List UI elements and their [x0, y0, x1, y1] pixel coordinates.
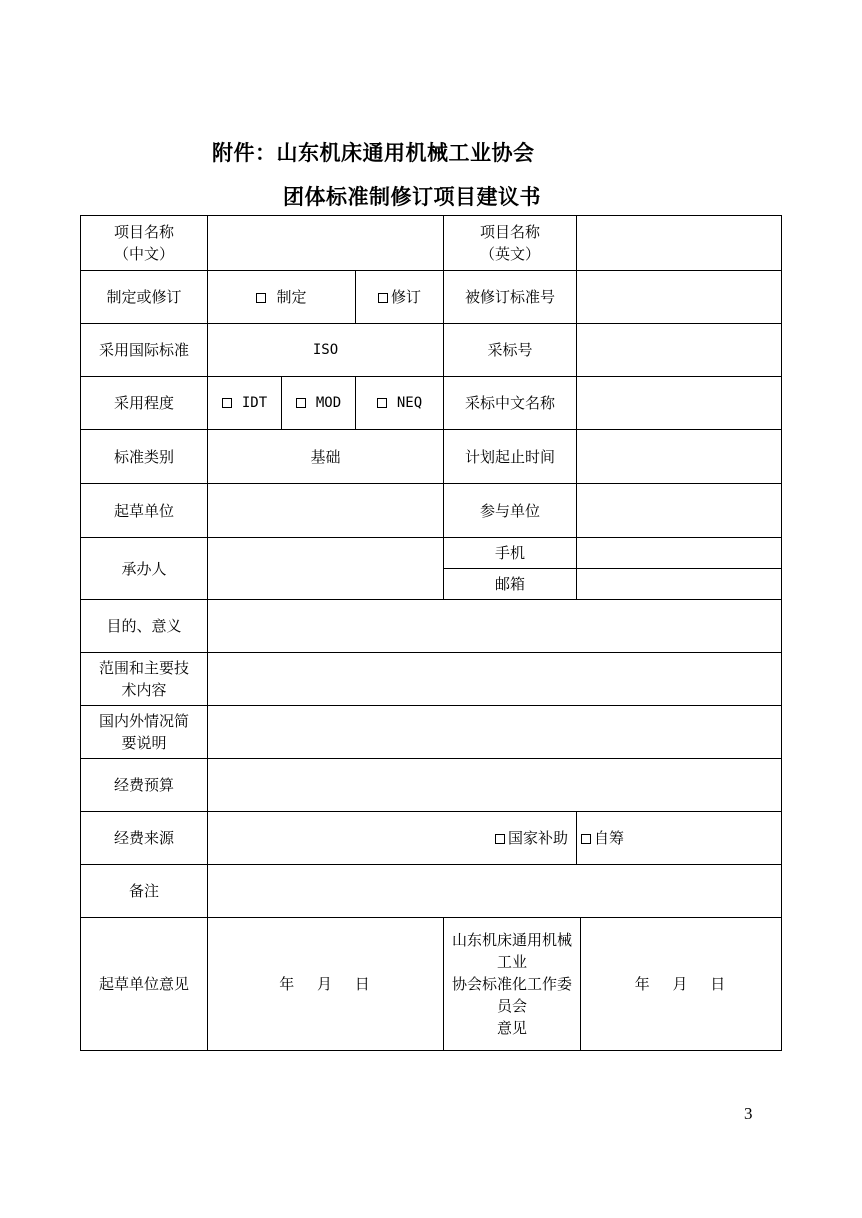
option-state-subsidy[interactable]: 国家补助 — [208, 812, 577, 865]
label-make-or-revise: 制定或修订 — [81, 271, 208, 324]
label-adoption-code: 采标号 — [444, 324, 577, 377]
field-email[interactable] — [577, 569, 782, 600]
row-standard-category — [81, 430, 782, 484]
row-drafting-unit — [81, 484, 782, 538]
field-committee-opinion-date[interactable]: 年 月 日 — [581, 918, 782, 1051]
row-handler-phone — [81, 538, 782, 569]
proposal-form-table — [80, 215, 782, 1051]
checkbox-icon[interactable] — [495, 834, 505, 844]
label-purpose: 目的、意义 — [81, 600, 208, 653]
option-revise[interactable]: 修订 — [356, 271, 444, 324]
field-scope[interactable] — [208, 653, 782, 706]
row-international-standard — [81, 324, 782, 377]
checkbox-icon[interactable] — [256, 293, 266, 303]
label-mobile: 手机 — [444, 538, 577, 569]
checkbox-icon[interactable] — [296, 398, 306, 408]
option-make[interactable]: 制定 — [208, 271, 356, 324]
label-international-standard: 采用国际标准 — [81, 324, 208, 377]
label-adoption-cn-name: 采标中文名称 — [444, 377, 577, 430]
label-email: 邮箱 — [444, 569, 577, 600]
label-committee-opinion: 山东机床通用机械工业 协会标准化工作委员会 意见 — [444, 918, 581, 1051]
label-situation: 国内外情况简 要说明 — [81, 706, 208, 759]
field-international-standard[interactable]: ISO — [208, 324, 444, 377]
label-drafting-unit: 起草单位 — [81, 484, 208, 538]
checkbox-icon[interactable] — [378, 293, 388, 303]
row-situation — [81, 706, 782, 759]
label-revised-standard-no: 被修订标准号 — [444, 271, 577, 324]
field-remarks[interactable] — [208, 865, 782, 918]
label-project-name-cn: 项目名称 （中文） — [81, 216, 208, 271]
row-scope — [81, 653, 782, 706]
label-plan-period: 计划起止时间 — [444, 430, 577, 484]
page-number: 3 — [744, 1104, 753, 1123]
label-participating-unit: 参与单位 — [444, 484, 577, 538]
row-purpose — [81, 600, 782, 653]
row-remarks — [81, 865, 782, 918]
row-opinions — [81, 918, 782, 1051]
label-remarks: 备注 — [81, 865, 208, 918]
row-adoption-degree — [81, 377, 782, 430]
field-revised-standard-no[interactable] — [577, 271, 782, 324]
field-participating-unit[interactable] — [577, 484, 782, 538]
field-plan-period[interactable] — [577, 430, 782, 484]
label-standard-category: 标准类别 — [81, 430, 208, 484]
field-handler[interactable] — [208, 538, 444, 600]
field-situation[interactable] — [208, 706, 782, 759]
option-idt[interactable]: IDT — [208, 377, 282, 430]
checkbox-icon[interactable] — [377, 398, 387, 408]
field-purpose[interactable] — [208, 600, 782, 653]
checkbox-icon[interactable] — [222, 398, 232, 408]
field-adoption-code[interactable] — [577, 324, 782, 377]
row-budget — [81, 759, 782, 812]
checkbox-icon[interactable] — [581, 834, 591, 844]
option-mod[interactable]: MOD — [282, 377, 356, 430]
label-scope: 范围和主要技 术内容 — [81, 653, 208, 706]
label-project-name-en: 项目名称 （英文） — [444, 216, 577, 271]
field-project-name-en[interactable] — [577, 216, 782, 271]
row-project-name — [81, 216, 782, 271]
label-handler: 承办人 — [81, 538, 208, 600]
option-self-funded[interactable]: 自筹 — [577, 812, 782, 865]
field-mobile[interactable] — [577, 538, 782, 569]
field-adoption-cn-name[interactable] — [577, 377, 782, 430]
document-title-line-2: 团体标准制修订项目建议书 — [283, 185, 541, 209]
label-funding-source: 经费来源 — [81, 812, 208, 865]
field-drafter-opinion-date[interactable]: 年 月 日 — [208, 918, 444, 1051]
option-neq[interactable]: NEQ — [356, 377, 444, 430]
field-project-name-cn[interactable] — [208, 216, 444, 271]
field-budget[interactable] — [208, 759, 782, 812]
label-adoption-degree: 采用程度 — [81, 377, 208, 430]
row-funding-source — [81, 812, 782, 865]
field-standard-category[interactable]: 基础 — [208, 430, 444, 484]
document-title-line-1: 附件：山东机床通用机械工业协会 — [212, 141, 535, 165]
field-drafting-unit[interactable] — [208, 484, 444, 538]
label-budget: 经费预算 — [81, 759, 208, 812]
label-drafter-opinion: 起草单位意见 — [81, 918, 208, 1051]
row-make-or-revise — [81, 271, 782, 324]
